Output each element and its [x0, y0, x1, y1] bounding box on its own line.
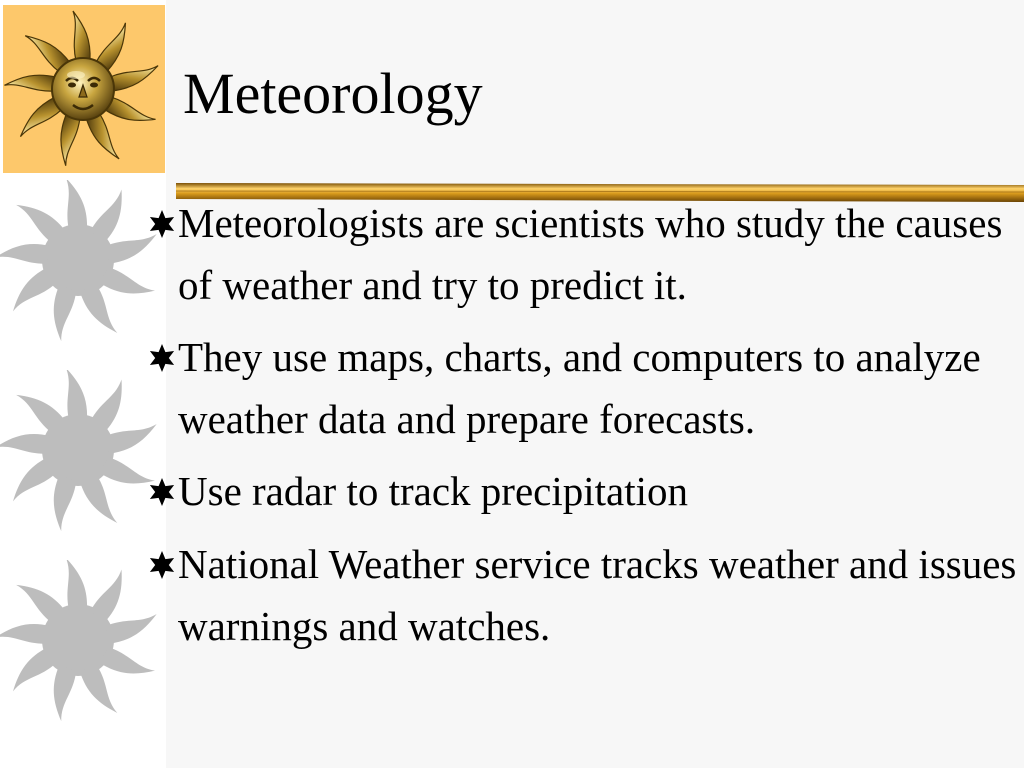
- six-point-star-icon: [147, 477, 177, 507]
- bullet-text: National Weather service tracks weather and issues warnings and watches.: [178, 541, 1017, 649]
- bullet-text: They use maps, charts, and computers to analyze weather data and prepare forecasts.: [178, 334, 981, 442]
- bullet-text: Meteorologists are scientists who study the causes of weather and try to predict it.: [178, 200, 1003, 308]
- bullet-item: [147, 460, 1017, 522]
- six-point-star-icon: [147, 550, 177, 580]
- bullet-item: [147, 192, 1017, 316]
- bullet-item: [147, 533, 1017, 657]
- gray-sun-decoration: [0, 180, 166, 346]
- six-point-star-icon: [147, 209, 177, 239]
- six-point-star-icon: [147, 343, 177, 373]
- gray-sun-icon: [0, 180, 166, 346]
- sun-logo: [3, 5, 165, 173]
- slide-title: Meteorology: [183, 61, 483, 126]
- gray-sun-decoration: [0, 370, 166, 536]
- gray-sun-icon: [0, 560, 166, 726]
- bullet-list: [147, 192, 1017, 667]
- gray-sun-decoration: [0, 560, 166, 726]
- golden-sun-face-icon: [3, 5, 165, 173]
- bullet-item: [147, 326, 1017, 450]
- bullet-text: Use radar to track precipitation: [178, 468, 688, 514]
- gray-sun-icon: [0, 370, 166, 536]
